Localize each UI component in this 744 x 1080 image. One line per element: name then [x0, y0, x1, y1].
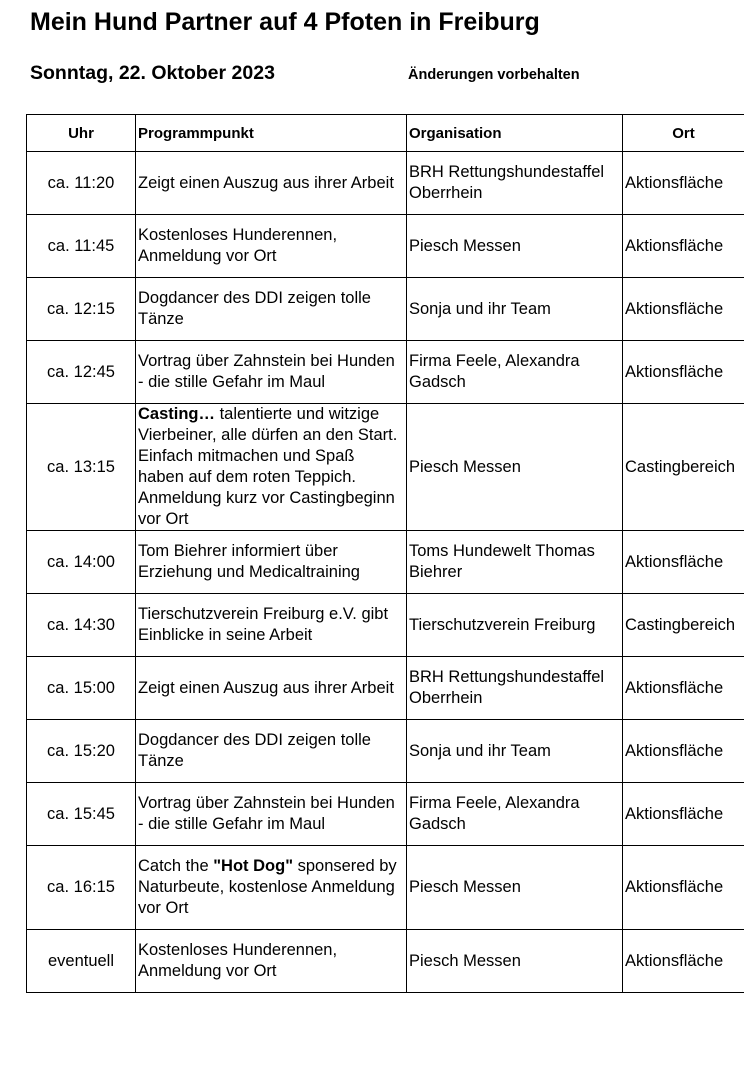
program-cell: Vortrag über Zahnstein bei Hunden - die stille Gefahr im Maul: [136, 783, 407, 846]
table-row: [27, 278, 744, 341]
organisation-cell: Piesch Messen: [407, 215, 623, 278]
organisation-cell: BRH Rettungshundestaffel Oberrhein: [407, 152, 623, 215]
program-cell: Dogdancer des DDI zeigen tolle Tänze: [136, 278, 407, 341]
table-row: [27, 930, 744, 993]
program-text-pre: Catch the: [138, 857, 214, 875]
program-cell: Dogdancer des DDI zeigen tolle Tänze: [136, 720, 407, 783]
program-cell: Kostenloses Hunderennen, Anmeldung vor Ort: [136, 930, 407, 993]
organisation-cell: Piesch Messen: [407, 930, 623, 993]
table-row: [27, 404, 744, 531]
program-text: sponsered by Naturbeute, kostenlose Anmeldung vor Ort: [138, 857, 397, 917]
time-cell: ca. 12:15: [27, 278, 136, 341]
changes-note: Änderungen vorbehalten: [408, 67, 580, 83]
time-cell: ca. 11:20: [27, 152, 136, 215]
organisation-cell: Sonja und ihr Team: [407, 278, 623, 341]
location-cell: Aktionsfläche: [623, 783, 744, 846]
location-cell: Castingbereich: [623, 594, 744, 657]
table-row: [27, 657, 744, 720]
table-row: [27, 720, 744, 783]
time-cell: ca. 15:20: [27, 720, 136, 783]
program-cell: Tierschutzverein Freiburg e.V. gibt Einblicke in seine Arbeit: [136, 594, 407, 657]
organisation-cell: BRH Rettungshundestaffel Oberrhein: [407, 657, 623, 720]
header-uhr: Uhr: [27, 115, 136, 152]
program-highlight: "Hot Dog": [213, 857, 294, 875]
organisation-cell: Firma Feele, Alexandra Gadsch: [407, 341, 623, 404]
program-cell: Zeigt einen Auszug aus ihrer Arbeit: [136, 152, 407, 215]
time-cell: ca. 15:00: [27, 657, 136, 720]
time-cell: ca. 12:45: [27, 341, 136, 404]
event-date: Sonntag, 22. Oktober 2023: [30, 62, 275, 84]
location-cell: Aktionsfläche: [623, 657, 744, 720]
table-row: [27, 531, 744, 594]
program-cell: Tom Biehrer informiert über Erziehung und Medicaltraining: [136, 531, 407, 594]
table-row: [27, 152, 744, 215]
header-ort: Ort: [623, 115, 744, 152]
organisation-cell: Sonja und ihr Team: [407, 720, 623, 783]
time-cell: ca. 14:30: [27, 594, 136, 657]
time-cell: ca. 14:00: [27, 531, 136, 594]
table-row: [27, 341, 744, 404]
header-organisation: Organisation: [407, 115, 623, 152]
program-highlight: Casting…: [138, 405, 216, 423]
location-cell: Aktionsfläche: [623, 152, 744, 215]
time-cell: ca. 11:45: [27, 215, 136, 278]
time-cell: ca. 13:15: [27, 404, 136, 531]
page-title: Mein Hund Partner auf 4 Pfoten in Freiburg: [30, 8, 540, 36]
program-cell: [136, 404, 407, 531]
organisation-cell: Toms Hundewelt Thomas Biehrer: [407, 531, 623, 594]
program-text: talentierte und witzige Vierbeiner, alle dürfen an den Start. Einfach mitmachen und Spaß haben auf dem roten Teppich. Anmeldung kurz vor Castingbeginn vor Ort: [138, 405, 398, 528]
program-cell: Kostenloses Hunderennen, Anmeldung vor Ort: [136, 215, 407, 278]
location-cell: Aktionsfläche: [623, 930, 744, 993]
location-cell: Aktionsfläche: [623, 720, 744, 783]
program-cell: [136, 846, 407, 930]
time-cell: ca. 15:45: [27, 783, 136, 846]
location-cell: Aktionsfläche: [623, 846, 744, 930]
table-row: [27, 594, 744, 657]
organisation-cell: Tierschutzverein Freiburg: [407, 594, 623, 657]
organisation-cell: Piesch Messen: [407, 404, 623, 531]
program-table: [26, 114, 744, 993]
table-header-row: [27, 115, 744, 152]
program-cell: Vortrag über Zahnstein bei Hunden - die stille Gefahr im Maul: [136, 341, 407, 404]
location-cell: Aktionsfläche: [623, 278, 744, 341]
table-row: [27, 215, 744, 278]
location-cell: Castingbereich: [623, 404, 744, 531]
location-cell: Aktionsfläche: [623, 341, 744, 404]
time-cell: eventuell: [27, 930, 136, 993]
time-cell: ca. 16:15: [27, 846, 136, 930]
organisation-cell: Piesch Messen: [407, 846, 623, 930]
program-cell: Zeigt einen Auszug aus ihrer Arbeit: [136, 657, 407, 720]
header-programmpunkt: Programmpunkt: [136, 115, 407, 152]
table-row: [27, 846, 744, 930]
location-cell: Aktionsfläche: [623, 531, 744, 594]
organisation-cell: Firma Feele, Alexandra Gadsch: [407, 783, 623, 846]
location-cell: Aktionsfläche: [623, 215, 744, 278]
table-row: [27, 783, 744, 846]
